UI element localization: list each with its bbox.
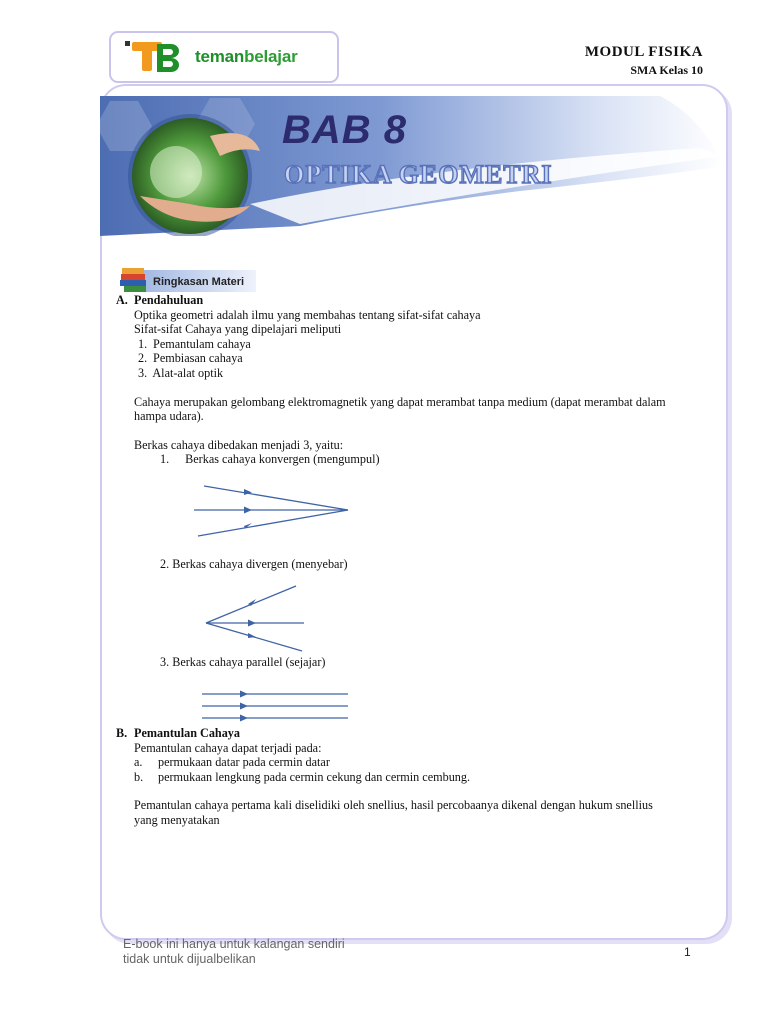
light-definition: Cahaya merupakan gelombang elektromagnetik yang dapat merambat tanpa medium (dapat merambat dalam hampa udara). — [134, 394, 666, 424]
list-item: a. permukaan datar pada cermin datar — [134, 755, 330, 770]
diverging-rays-diagram — [200, 584, 310, 654]
section-a-heading: A. Pendahuluan — [116, 293, 204, 307]
footer-notice: E-book ini hanya untuk kalangan sendiri tidak untuk dijualbelikan — [123, 937, 345, 966]
list-item: b. permukaan lengkung pada cermin cekung dan cermin cembung. — [134, 769, 471, 784]
chapter-number: BAB 8 — [282, 108, 408, 152]
module-title: MODUL FISIKA — [584, 44, 703, 60]
page-number: 1 — [684, 945, 691, 959]
section-b-line1: Pemantulan cahaya dapat terjadi pada: — [134, 740, 322, 755]
section-a-line2: Sifat-sifat Cahaya yang dipelajari meliputi — [134, 322, 342, 337]
section-a-line1: Optika geometri adalah ilmu yang membahas tentang sifat-sifat cahaya — [134, 307, 481, 322]
berkas-item-3: 3. Berkas cahaya parallel (sejajar) — [160, 655, 326, 669]
module-subtitle: SMA Kelas 10 — [630, 63, 703, 77]
snellius-paragraph: Pemantulan cahaya pertama kali diselidiki oleh snellius, hasil percobaanya dikenal dengan hukum snellius yang menyatakan — [134, 798, 653, 827]
parallel-rays-diagram — [198, 688, 352, 724]
logo-text: temanbelajar — [195, 47, 298, 66]
chapter-title: OPTIKA GEOMETRI — [284, 160, 553, 189]
berkas-intro: Berkas cahaya dibedakan menjadi 3, yaitu: — [134, 437, 344, 452]
brand-logo — [109, 31, 339, 83]
section-b — [116, 726, 706, 828]
berkas-item-1: 1. Berkas cahaya konvergen (mengumpul) — [160, 452, 380, 466]
list-item: 3. Alat-alat optik — [138, 365, 224, 380]
berkas-item-2: 2. Berkas cahaya divergen (menyebar) — [160, 557, 348, 571]
section-b-heading: B. Pemantulan Cahaya — [116, 726, 240, 740]
teman-belajar-logo-icon — [123, 39, 189, 73]
list-item: 1. Pemantulam cahaya — [138, 336, 251, 351]
content — [116, 293, 706, 452]
list-item: 2. Pembiasan cahaya — [138, 351, 243, 366]
properties-list — [116, 337, 706, 381]
module-header — [585, 44, 703, 78]
converging-rays-diagram — [190, 478, 360, 542]
reflection-list — [116, 755, 706, 784]
summary-label: Ringkasan Materi — [153, 276, 245, 288]
